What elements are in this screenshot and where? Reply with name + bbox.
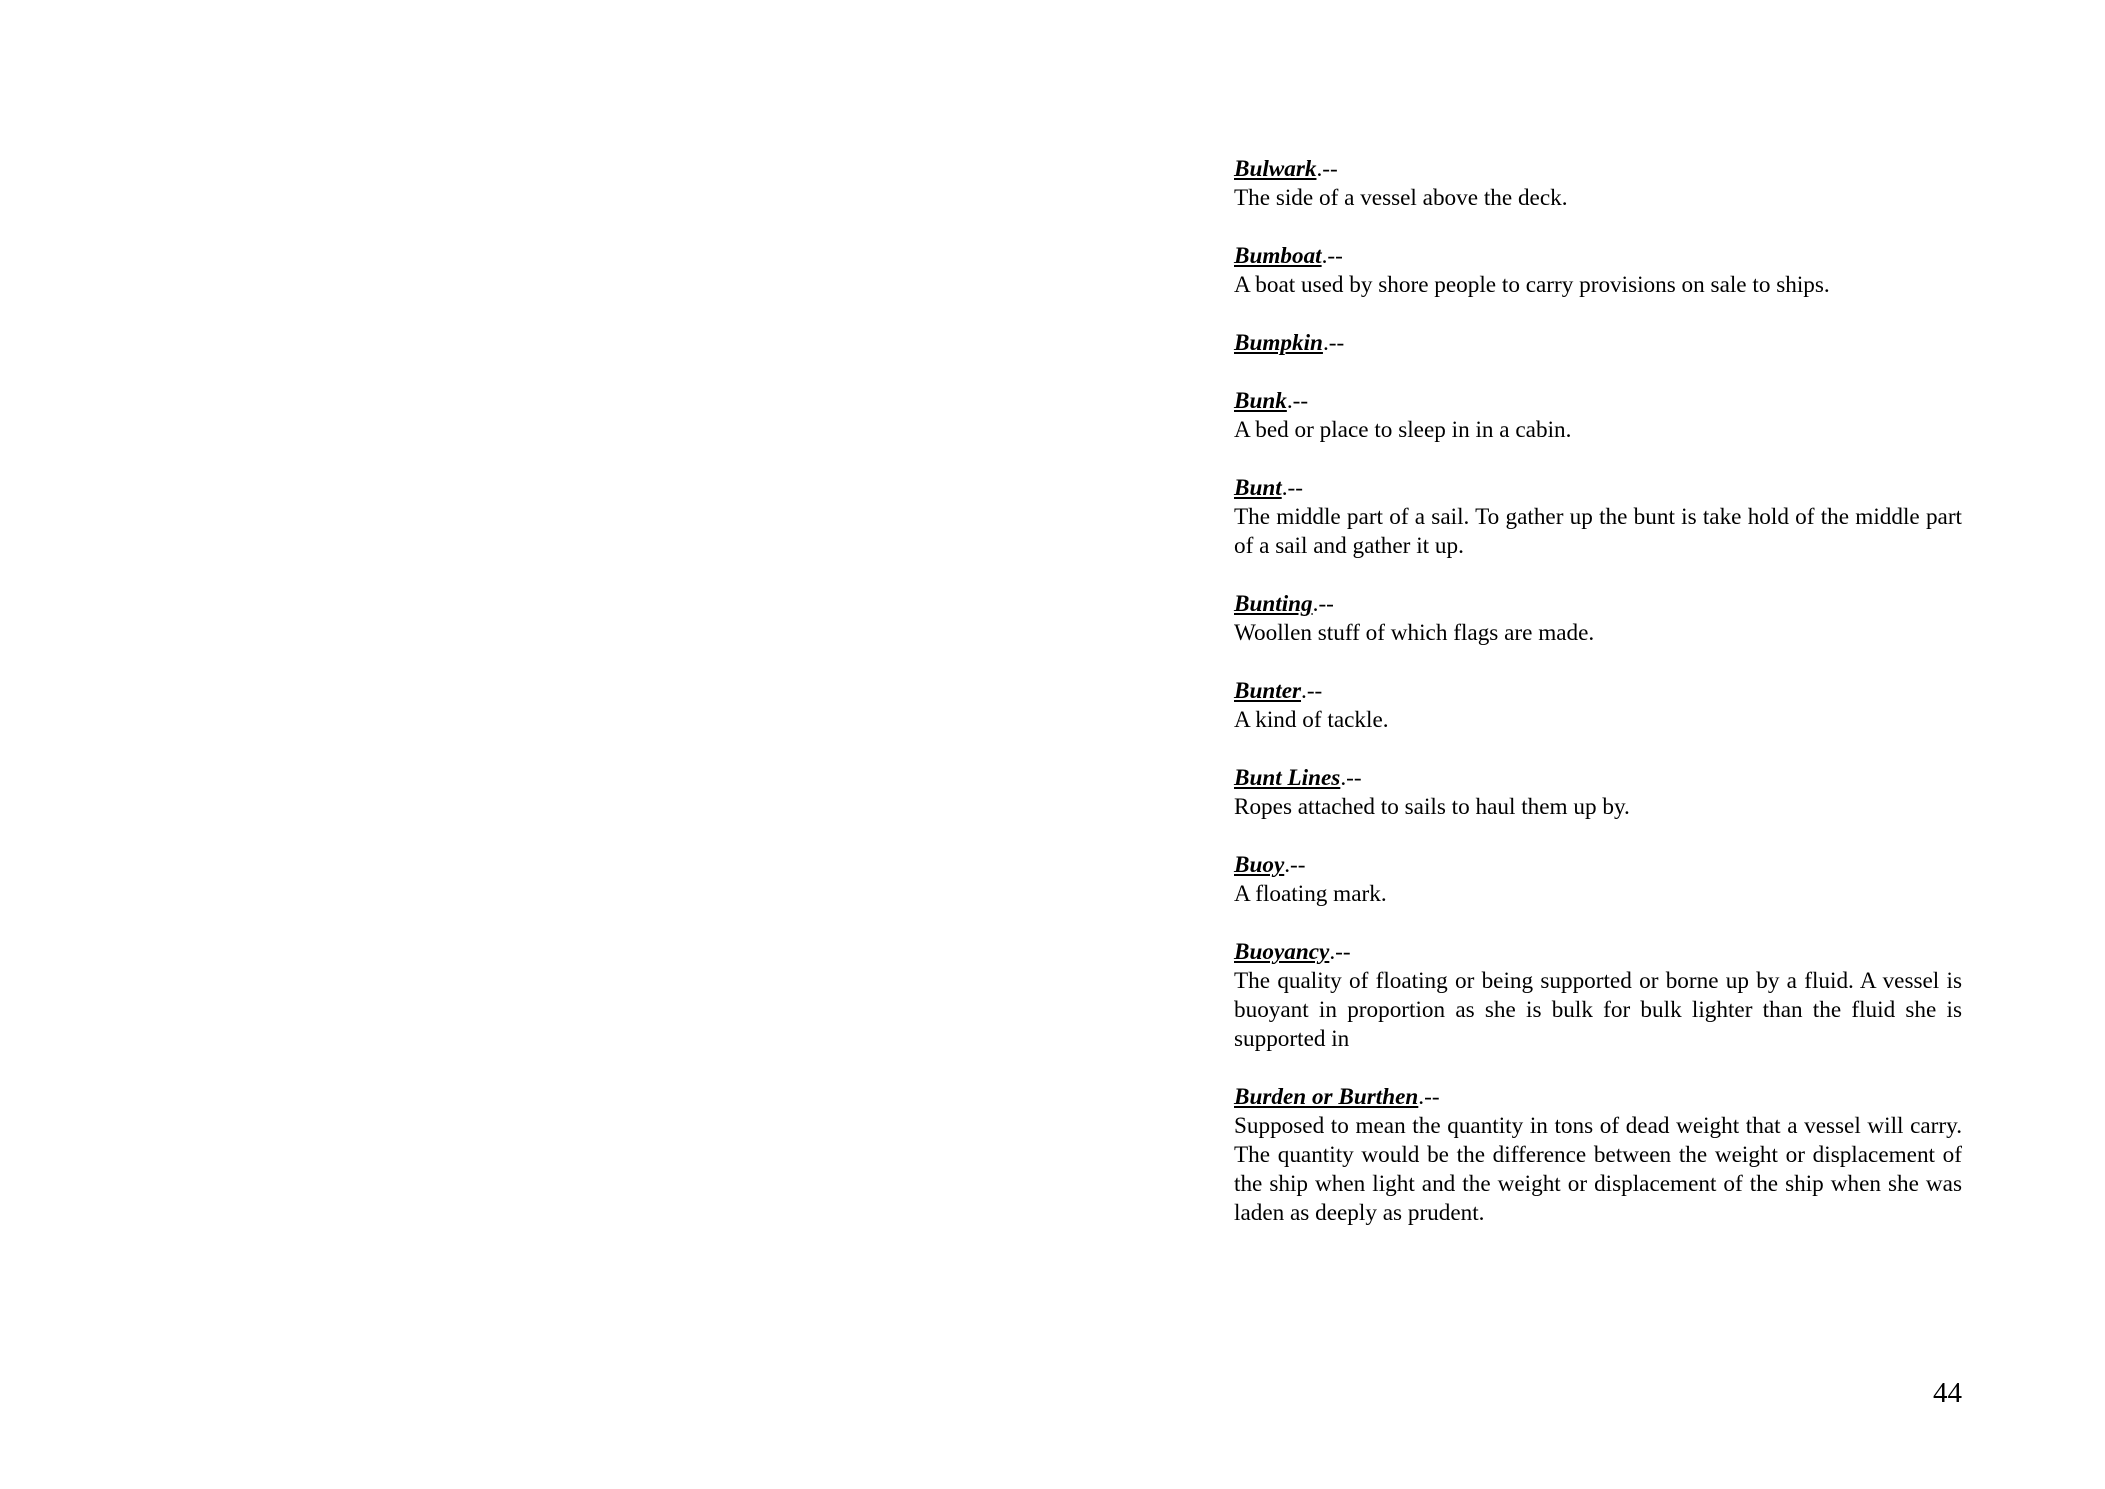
page-number: 44 <box>1933 1377 1962 1409</box>
term-line <box>1234 677 1962 706</box>
glossary-term: Buoy <box>1234 852 1285 878</box>
term-suffix: .-- <box>1329 939 1351 965</box>
glossary-term: Bulwark <box>1234 156 1317 182</box>
term-suffix: .-- <box>1281 475 1303 501</box>
glossary-term: Bunt Lines <box>1234 765 1341 791</box>
term-line <box>1234 1083 1962 1112</box>
glossary-definition: A kind of tackle. <box>1234 707 1389 733</box>
glossary-entry-bunter <box>1234 677 1962 735</box>
term-line <box>1234 155 1962 184</box>
term-line <box>1234 938 1962 967</box>
glossary-entry-bunk <box>1234 387 1962 445</box>
glossary-term: Bunter <box>1234 678 1302 704</box>
term-line <box>1234 590 1962 619</box>
glossary-definition: Supposed to mean the quantity in tons of dead weight that a vessel will carry. The quantity would be the difference between the weight or displacement of the ship when light and the weight or displacement of the ship when she was laden as deeply as prudent. <box>1234 1113 1962 1226</box>
glossary-definition: The middle part of a sail. To gather up the bunt is take hold of the middle part of a sail and gather it up. <box>1234 504 1962 559</box>
glossary-definition: Woollen stuff of which flags are made. <box>1234 620 1595 646</box>
term-suffix: .-- <box>1312 591 1334 617</box>
glossary-term: Bumboat <box>1234 243 1322 269</box>
term-suffix: .-- <box>1322 330 1345 356</box>
glossary-definition: The quality of floating or being supported or borne up by a fluid. A vessel is buoyant in proportion as she is bulk for bulk lighter than the fluid she is supported in <box>1234 968 1962 1052</box>
glossary-entry-buoyancy <box>1234 938 1962 1054</box>
glossary-entry-bumpkin <box>1234 329 1962 358</box>
term-line <box>1234 851 1962 880</box>
term-line <box>1234 329 1962 358</box>
glossary-term: Bunt <box>1234 475 1282 501</box>
glossary-entry-bunting <box>1234 590 1962 648</box>
glossary-definition: A boat used by shore people to carry provisions on sale to ships. <box>1234 272 1830 298</box>
term-line <box>1234 242 1962 271</box>
glossary-definition: The side of a vessel above the deck. <box>1234 185 1568 211</box>
glossary-term: Bunting <box>1234 591 1313 617</box>
glossary-entry-bumboat <box>1234 242 1962 300</box>
term-suffix: .-- <box>1340 765 1362 791</box>
glossary-column <box>1234 155 1962 1257</box>
term-line <box>1234 387 1962 416</box>
term-suffix: .-- <box>1321 243 1343 269</box>
glossary-entry-bunt <box>1234 474 1962 561</box>
glossary-term: Bumpkin <box>1234 330 1323 356</box>
glossary-entry-bulwark <box>1234 155 1962 213</box>
glossary-definition: A bed or place to sleep in in a cabin. <box>1234 417 1572 443</box>
term-suffix: .-- <box>1286 388 1309 414</box>
glossary-term: Buoyancy <box>1234 939 1330 965</box>
glossary-entry-bunt-lines <box>1234 764 1962 822</box>
term-suffix: .-- <box>1284 852 1306 878</box>
glossary-definition: Ropes attached to sails to haul them up by. <box>1234 794 1630 820</box>
term-suffix: .-- <box>1316 156 1338 182</box>
term-line <box>1234 764 1962 793</box>
glossary-definition: A floating mark. <box>1234 881 1387 907</box>
glossary-entry-burden-or-burthen <box>1234 1083 1962 1228</box>
glossary-term: Burden or Burthen <box>1234 1084 1419 1110</box>
term-suffix: .-- <box>1301 678 1323 704</box>
term-suffix: .-- <box>1418 1084 1440 1110</box>
term-line <box>1234 474 1962 503</box>
glossary-entry-buoy <box>1234 851 1962 909</box>
glossary-term: Bunk <box>1234 388 1287 414</box>
